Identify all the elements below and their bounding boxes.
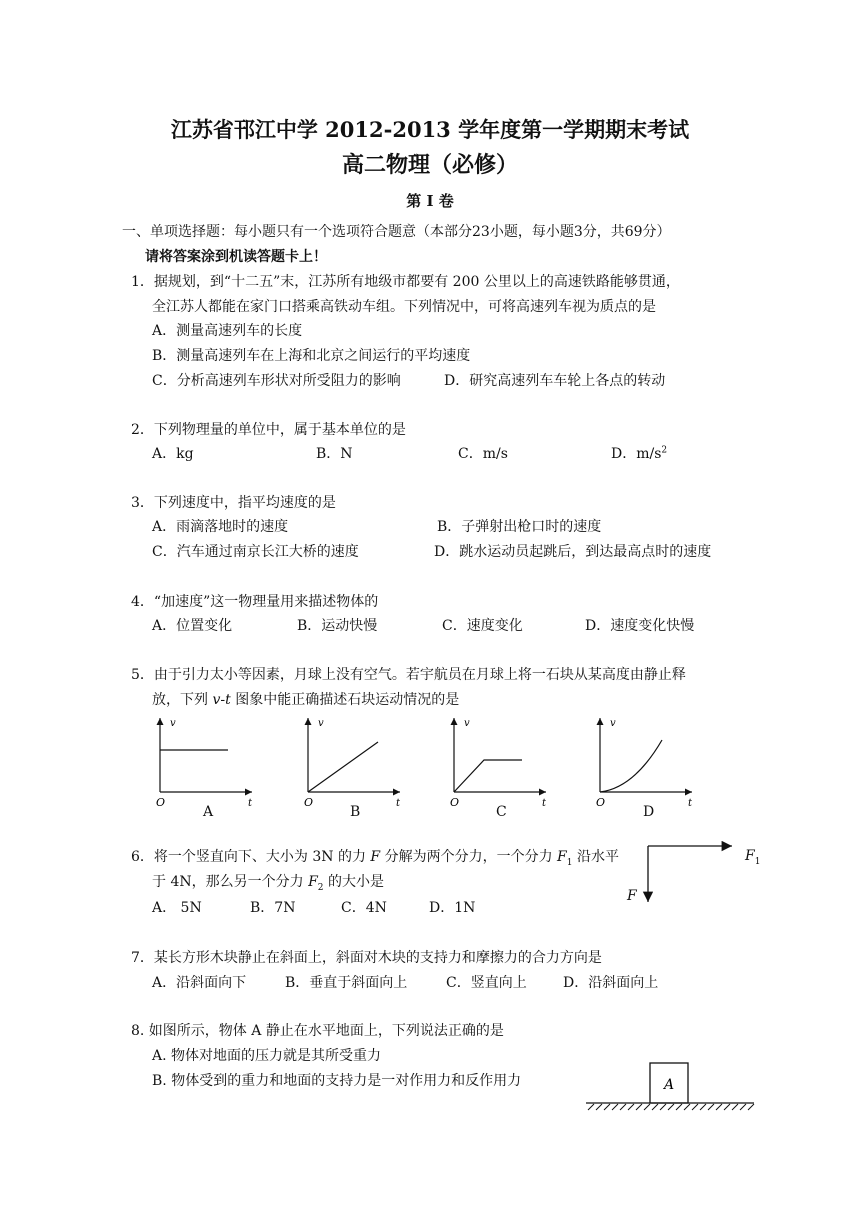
exam-subtitle: 高二物理（必修） [341, 152, 518, 178]
q2-option-c: C．m/s [458, 446, 508, 462]
fig-f1-sub: 1 [754, 856, 761, 867]
axis-t-label: t [248, 798, 253, 808]
q6-l1-b: 分解为两个分力，一个分力 [380, 849, 558, 865]
q1-stem-line2: 全江苏人都能在家门口搭乘高铁动车组。下列情况中，可将高速列车视为质点的是 [152, 299, 656, 315]
q6-option-c: C．4N [341, 900, 387, 916]
graph-line [308, 742, 378, 792]
volume-label: 第 Ⅰ 卷 [406, 192, 454, 210]
axis-v-label: v [610, 718, 616, 729]
q2-option-b: B．N [316, 446, 353, 462]
q8-block-diagram [584, 1060, 756, 1112]
q5-line2-t: t [225, 692, 231, 708]
exam-title: 江苏省邗江中学 2012-2013 学年度第一学期期末考试 [170, 117, 690, 142]
q6-l2-a: 于 4N，那么另一个分力 [152, 874, 309, 890]
q7-stem: 7．某长方形木块静止在斜面上，斜面对木块的支持力和摩擦力的合力方向是 [131, 950, 602, 966]
axis-v-label: v [318, 718, 324, 729]
q5-graph-a [148, 712, 258, 808]
q1-stem-line1: 1．据规划，到“十二五”末，江苏所有地级市都要有 200 公里以上的高速铁路能够贯通， [131, 274, 680, 290]
q4-option-c: C．速度变化 [442, 618, 523, 634]
q2-option-a: A．kg [152, 446, 194, 462]
q6-option-a: A． 5N [152, 900, 202, 916]
q8-option-a: A. 物体对地面的压力就是其所受重力 [152, 1048, 382, 1064]
q4-option-a: A．位置变化 [152, 618, 233, 634]
graph-line [454, 760, 522, 792]
q5-line2-v: v [212, 692, 221, 708]
q5-graph-label-a: A [203, 804, 214, 820]
q5-stem-line2 [152, 689, 459, 709]
q3-option-b: B．子弹射出枪口时的速度 [437, 519, 602, 535]
q2-option-d [611, 443, 667, 463]
q7-option-b: B．垂直于斜面向上 [285, 975, 408, 991]
q6-stem-line2 [152, 871, 384, 893]
axis-v-label: v [170, 718, 176, 729]
q6-l1-F: F [370, 849, 381, 865]
q6-l1-c: 沿水平 [572, 849, 619, 865]
axis-v-label: v [464, 718, 470, 729]
q6-l2-F2: F [308, 874, 318, 890]
q5-line2-post: 图象中能正确描述石块运动情况的是 [230, 692, 460, 708]
q6-l1-a: 6．将一个竖直向下、大小为 3N 的力 [131, 849, 371, 865]
q8-stem: 8. 如图所示，物体 A 静止在水平地面上，下列说法正确的是 [131, 1023, 504, 1039]
q5-graph-label-c: C [496, 804, 507, 820]
axis-t-label: t [396, 798, 401, 808]
q6-l1-F1: F [557, 849, 567, 865]
q6-l2-F2-sub: 2 [317, 882, 324, 893]
graph-line [600, 740, 662, 792]
q6-option-d: D．1N [429, 900, 476, 916]
section-note: 请将答案涂到机读答题卡上！ [145, 249, 327, 265]
q5-graph-label-b: B [350, 804, 361, 820]
axis-t-label: t [542, 798, 547, 808]
q3-option-c: C．汽车通过南京长江大桥的速度 [152, 544, 359, 560]
q2-option-d-base: D．m/s [611, 446, 662, 462]
q4-stem: 4．“加速度”这一物理量用来描述物体的 [131, 594, 379, 610]
q3-stem: 3．下列速度中，指平均速度的是 [131, 495, 336, 511]
q1-option-b: B．测量高速列车在上海和北京之间运行的平均速度 [152, 348, 471, 364]
q5-stem-line1: 5．由于引力太小等因素，月球上没有空气。若宇航员在月球上将一石块从某高度由静止释 [131, 667, 686, 683]
q1-option-d: D．研究高速列车车轮上各点的转动 [444, 373, 666, 389]
q7-option-d: D．沿斜面向上 [563, 975, 659, 991]
q2-stem: 2．下列物理量的单位中，属于基本单位的是 [131, 422, 406, 438]
q2-option-d-sup: 2 [661, 445, 668, 456]
fig-f1-label [745, 848, 760, 867]
section-heading: 一、单项选择题：每小题只有一个选项符合题意（本部分23小题，每小题3分，共69分） [122, 224, 671, 240]
q5-graph-c [442, 712, 552, 808]
q5-graph-b [296, 712, 406, 808]
origin-label: O [596, 796, 606, 808]
q6-option-b: B．7N [250, 900, 296, 916]
q6-l2-b: 的大小是 [323, 874, 384, 890]
fig-f-label: F [627, 888, 637, 904]
q3-option-a: A．雨滴落地时的速度 [152, 519, 289, 535]
q5-graph-label-d: D [643, 804, 655, 820]
q5-graph-d [588, 712, 698, 808]
origin-label: O [156, 796, 166, 808]
origin-label: O [304, 796, 314, 808]
q7-option-c: C．竖直向上 [446, 975, 527, 991]
block-a-label: A [664, 1077, 675, 1093]
ground-hatching [588, 1104, 754, 1110]
q5-line2-dash: - [220, 692, 226, 708]
q1-option-a: A．测量高速列车的长度 [152, 323, 303, 339]
q3-option-d: D．跳水运动员起跳后，到达最高点时的速度 [434, 544, 712, 560]
q5-line2-pre: 放，下列 [152, 692, 213, 708]
q8-option-b: B. 物体受到的重力和地面的支持力是一对作用力和反作用力 [152, 1073, 522, 1089]
q1-option-c: C．分析高速列车形状对所受阻力的影响 [152, 373, 401, 389]
q6-l1-F1-sub: 1 [566, 857, 573, 868]
axis-t-label: t [688, 798, 693, 808]
q7-option-a: A．沿斜面向下 [152, 975, 247, 991]
q6-stem-line1 [131, 846, 619, 868]
q4-option-b: B．运动快慢 [297, 618, 378, 634]
fig-f1-letter: F [745, 848, 755, 864]
q4-option-d: D．速度变化快慢 [585, 618, 695, 634]
origin-label: O [450, 796, 460, 808]
